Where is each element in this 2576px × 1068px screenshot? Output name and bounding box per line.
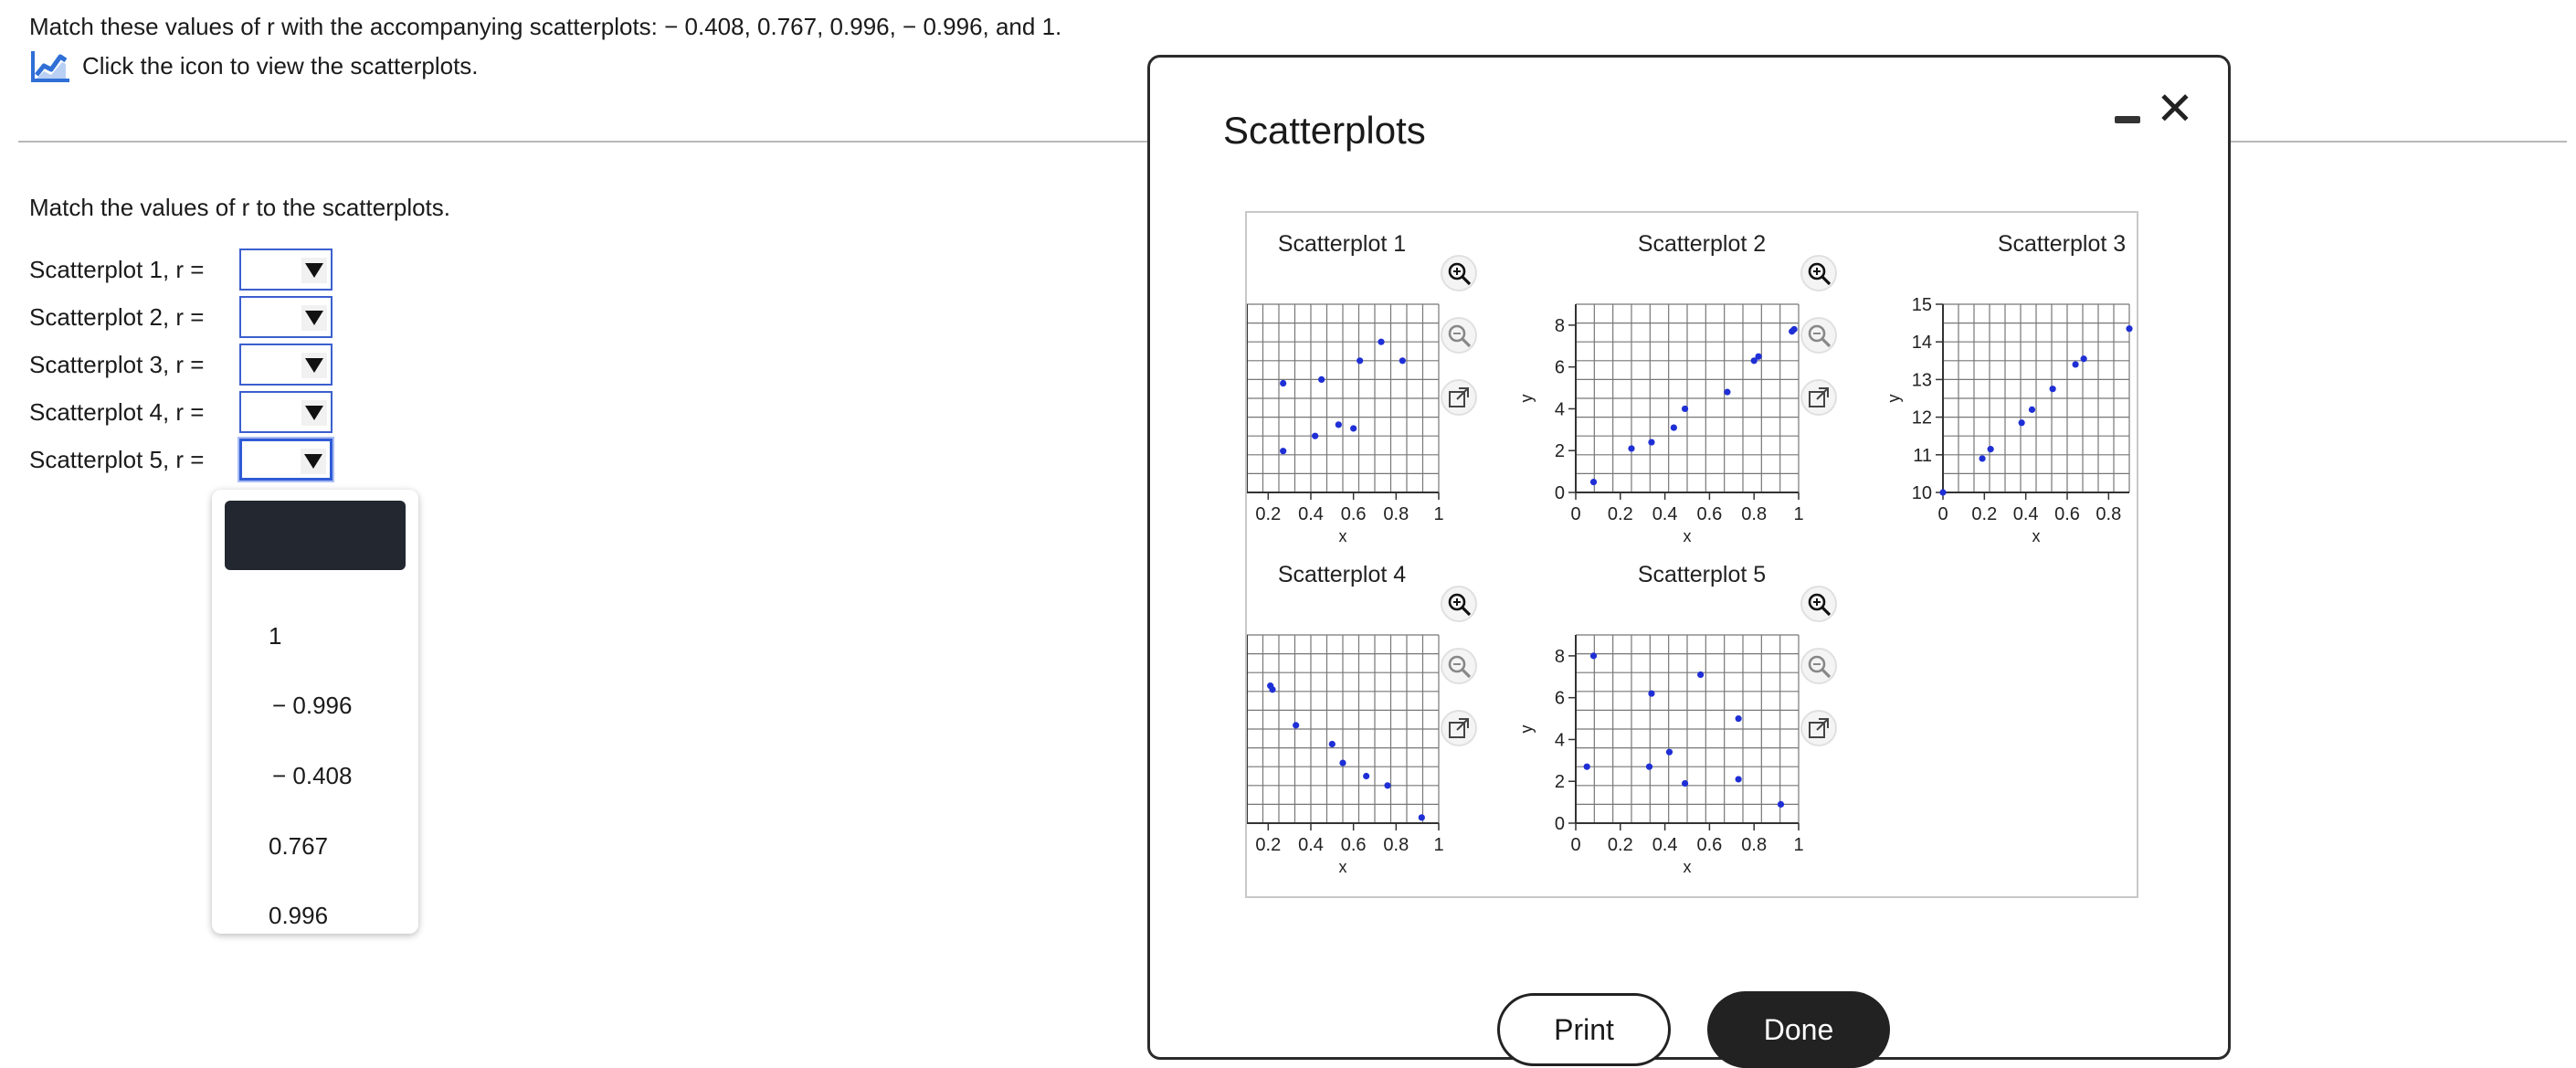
match-row-5 (29, 437, 333, 482)
x-tick-label: 0.6 (1340, 504, 1367, 524)
data-point (1363, 773, 1369, 779)
x-tick-label: 0.2 (1971, 504, 1998, 524)
y-tick-label: 14 (1911, 333, 1932, 354)
answer-select-2[interactable] (239, 296, 333, 338)
data-point (1350, 425, 1357, 431)
data-point (1584, 764, 1590, 770)
y-tick-label: 15 (1911, 295, 1932, 315)
zoom-in-icon (1446, 260, 1472, 286)
plot-title: Scatterplot 4 (1277, 562, 1407, 587)
zoom-out-icon (1446, 653, 1472, 679)
plot-title: Scatterplot 2 (1637, 231, 1767, 257)
data-point (1736, 776, 1742, 782)
data-point (1736, 715, 1742, 722)
y-tick-label: 8 (1554, 315, 1565, 336)
x-tick-label: 1 (1433, 504, 1444, 524)
x-tick-label: 1 (1793, 835, 1804, 855)
answer-select-1[interactable] (239, 248, 333, 291)
zoom-out-icon (1446, 323, 1472, 348)
y-tick-label: 6 (1554, 688, 1565, 709)
zoom-in-icon (1446, 591, 1472, 617)
x-tick-label: 0 (1937, 504, 1948, 524)
scatterplots-grid (1245, 211, 2138, 898)
modal-title: Scatterplots (1223, 109, 1426, 152)
chevron-down-icon (301, 449, 326, 474)
data-point (1724, 389, 1730, 396)
pop-out-icon (1806, 715, 1832, 741)
done-button[interactable]: Done (1707, 991, 1890, 1068)
y-tick-label: 11 (1913, 445, 1932, 466)
chevron-down-icon (301, 400, 327, 426)
data-point (1628, 445, 1634, 451)
x-tick-label: 0.4 (2012, 504, 2039, 524)
line-chart-icon[interactable] (29, 48, 71, 84)
match-row-3 (29, 342, 333, 387)
x-tick-label: 0.4 (1652, 835, 1678, 855)
print-button[interactable]: Print (1497, 993, 1671, 1066)
x-tick-label: 0.8 (1383, 835, 1409, 855)
zoom-in-icon (1806, 591, 1832, 617)
scatterplots-modal (1147, 55, 2231, 1060)
x-tick-label: 0.6 (1696, 504, 1723, 524)
pop-out-icon (1806, 385, 1832, 410)
answer-select-4[interactable] (239, 391, 333, 433)
zoom-out-button[interactable] (1800, 648, 1837, 684)
match-row-2 (29, 294, 333, 340)
x-tick-label: 0.2 (1607, 504, 1633, 524)
x-axis-label: x (1338, 858, 1347, 876)
y-tick-label: 2 (1554, 441, 1565, 462)
data-point (1682, 406, 1688, 412)
data-point (1979, 455, 1985, 461)
plots-canvas (1247, 213, 2137, 896)
dropdown-option[interactable]: 1 (269, 622, 282, 650)
data-point (1357, 357, 1363, 364)
data-point (1648, 690, 1654, 696)
zoom-in-button[interactable] (1441, 586, 1477, 622)
x-tick-label: 0.4 (1652, 504, 1678, 524)
x-tick-label: 0 (1570, 835, 1581, 855)
zoom-in-button[interactable] (1800, 586, 1837, 622)
y-tick-label: 4 (1554, 399, 1565, 420)
data-point (1939, 489, 1946, 495)
match-row-4 (29, 389, 333, 435)
y-tick-label: 12 (1911, 407, 1932, 428)
dropdown-option[interactable]: − 0.996 (272, 692, 353, 719)
data-point (2081, 355, 2087, 362)
x-tick-label: 1 (1793, 504, 1804, 524)
x-tick-label: 0.4 (1298, 504, 1324, 524)
data-point (1312, 433, 1318, 439)
data-point (1666, 749, 1673, 756)
chevron-down-icon (301, 353, 327, 378)
x-tick-label: 0 (1570, 504, 1581, 524)
match-label: Scatterplot 1, r = (29, 255, 205, 283)
data-point (2019, 419, 2025, 426)
data-point (1988, 446, 1994, 452)
pop-out-button[interactable] (1800, 710, 1837, 746)
plot-title: Scatterplot 3 (1997, 231, 2127, 257)
x-tick-label: 0.4 (1298, 835, 1324, 855)
x-tick-label: 0.8 (1741, 835, 1768, 855)
match-row-1 (29, 247, 333, 292)
data-point (2050, 386, 2056, 392)
data-point (1336, 421, 1342, 428)
x-axis-label: x (1683, 527, 1692, 545)
x-tick-label: 0.2 (1607, 835, 1633, 855)
y-tick-label: 10 (1911, 483, 1932, 503)
dropdown-option[interactable]: 0.996 (269, 902, 329, 929)
sub-prompt: Match the values of r to the scatterplots. (29, 194, 451, 221)
zoom-in-icon (1806, 260, 1832, 286)
zoom-out-icon (1806, 653, 1832, 679)
pop-out-button[interactable] (1441, 379, 1477, 416)
answer-select-5[interactable] (239, 439, 333, 481)
data-point (1318, 376, 1325, 383)
x-tick-label: 0.2 (1255, 504, 1282, 524)
data-point (2072, 361, 2078, 367)
hint-row (29, 48, 479, 84)
data-point (1648, 439, 1654, 445)
pop-out-icon (1446, 385, 1472, 410)
data-point (1682, 780, 1688, 787)
data-point (1755, 354, 1761, 360)
x-tick-label: 0.6 (1696, 835, 1723, 855)
y-tick-label: 0 (1554, 483, 1565, 503)
data-point (1791, 326, 1798, 333)
y-tick-label: 6 (1554, 357, 1565, 378)
dropdown-blank-option[interactable] (225, 501, 406, 570)
dropdown-option[interactable]: − 0.408 (272, 762, 353, 789)
y-axis-label: y (1517, 394, 1536, 403)
data-point (1399, 357, 1406, 364)
data-point (1269, 686, 1275, 693)
data-point (1378, 339, 1384, 345)
answer-select-3[interactable] (239, 344, 333, 386)
data-point (2029, 407, 2035, 413)
x-axis-label: x (1338, 527, 1347, 545)
match-label: Scatterplot 2, r = (29, 302, 205, 331)
data-point (1280, 448, 1286, 454)
x-tick-label: 1 (1433, 835, 1444, 855)
match-label: Scatterplot 4, r = (29, 397, 205, 426)
match-label: Scatterplot 5, r = (29, 445, 205, 473)
data-point (1646, 764, 1652, 770)
data-point (1419, 814, 1425, 820)
zoom-out-button[interactable] (1441, 317, 1477, 354)
chevron-down-icon (301, 305, 327, 331)
close-icon[interactable]: ✕ (2156, 83, 2194, 134)
data-point (1339, 759, 1346, 766)
zoom-in-button[interactable] (1800, 255, 1837, 291)
x-tick-label: 0.8 (1383, 504, 1409, 524)
pop-out-icon (1446, 715, 1472, 741)
zoom-out-button[interactable] (1800, 317, 1837, 354)
y-tick-label: 0 (1554, 814, 1565, 834)
minimize-icon[interactable] (2115, 103, 2142, 131)
x-tick-label: 0.6 (1340, 835, 1367, 855)
pop-out-button[interactable] (1441, 710, 1477, 746)
data-point (2126, 325, 2132, 332)
x-tick-label: 0.2 (1255, 835, 1282, 855)
y-tick-label: 13 (1911, 370, 1932, 391)
dropdown-option[interactable]: 0.767 (269, 832, 329, 860)
data-point (1590, 479, 1597, 485)
x-tick-label: 0.6 (2054, 504, 2080, 524)
pop-out-button[interactable] (1800, 379, 1837, 416)
y-axis-label: y (1517, 724, 1536, 734)
data-point (1280, 380, 1286, 386)
plot-title: Scatterplot 5 (1637, 562, 1767, 587)
data-point (1671, 424, 1677, 430)
x-axis-label: x (1683, 858, 1692, 876)
question-prompt: Match these values of r with the accompanying scatterplots: − 0.408, 0.767, 0.996, − 0.996, and 1. (29, 13, 1062, 40)
x-tick-label: 0.8 (1741, 504, 1768, 524)
y-tick-label: 4 (1554, 730, 1565, 751)
chevron-down-icon (301, 258, 327, 283)
zoom-out-button[interactable] (1441, 648, 1477, 684)
data-point (1590, 652, 1597, 659)
data-point (1329, 741, 1336, 747)
y-axis-label: y (1884, 394, 1903, 403)
y-tick-label: 2 (1554, 772, 1565, 793)
answer-dropdown (212, 490, 418, 934)
data-point (1384, 782, 1390, 788)
data-point (1293, 722, 1299, 728)
match-label: Scatterplot 3, r = (29, 350, 205, 378)
x-axis-label: x (2032, 527, 2041, 545)
data-point (1778, 801, 1784, 808)
zoom-in-button[interactable] (1441, 255, 1477, 291)
y-tick-label: 8 (1554, 646, 1565, 667)
x-tick-label: 0.8 (2096, 504, 2122, 524)
plot-title: Scatterplot 1 (1277, 231, 1407, 257)
zoom-out-icon (1806, 323, 1832, 348)
data-point (1697, 671, 1704, 678)
hint-text: Click the icon to view the scatterplots. (82, 51, 479, 79)
